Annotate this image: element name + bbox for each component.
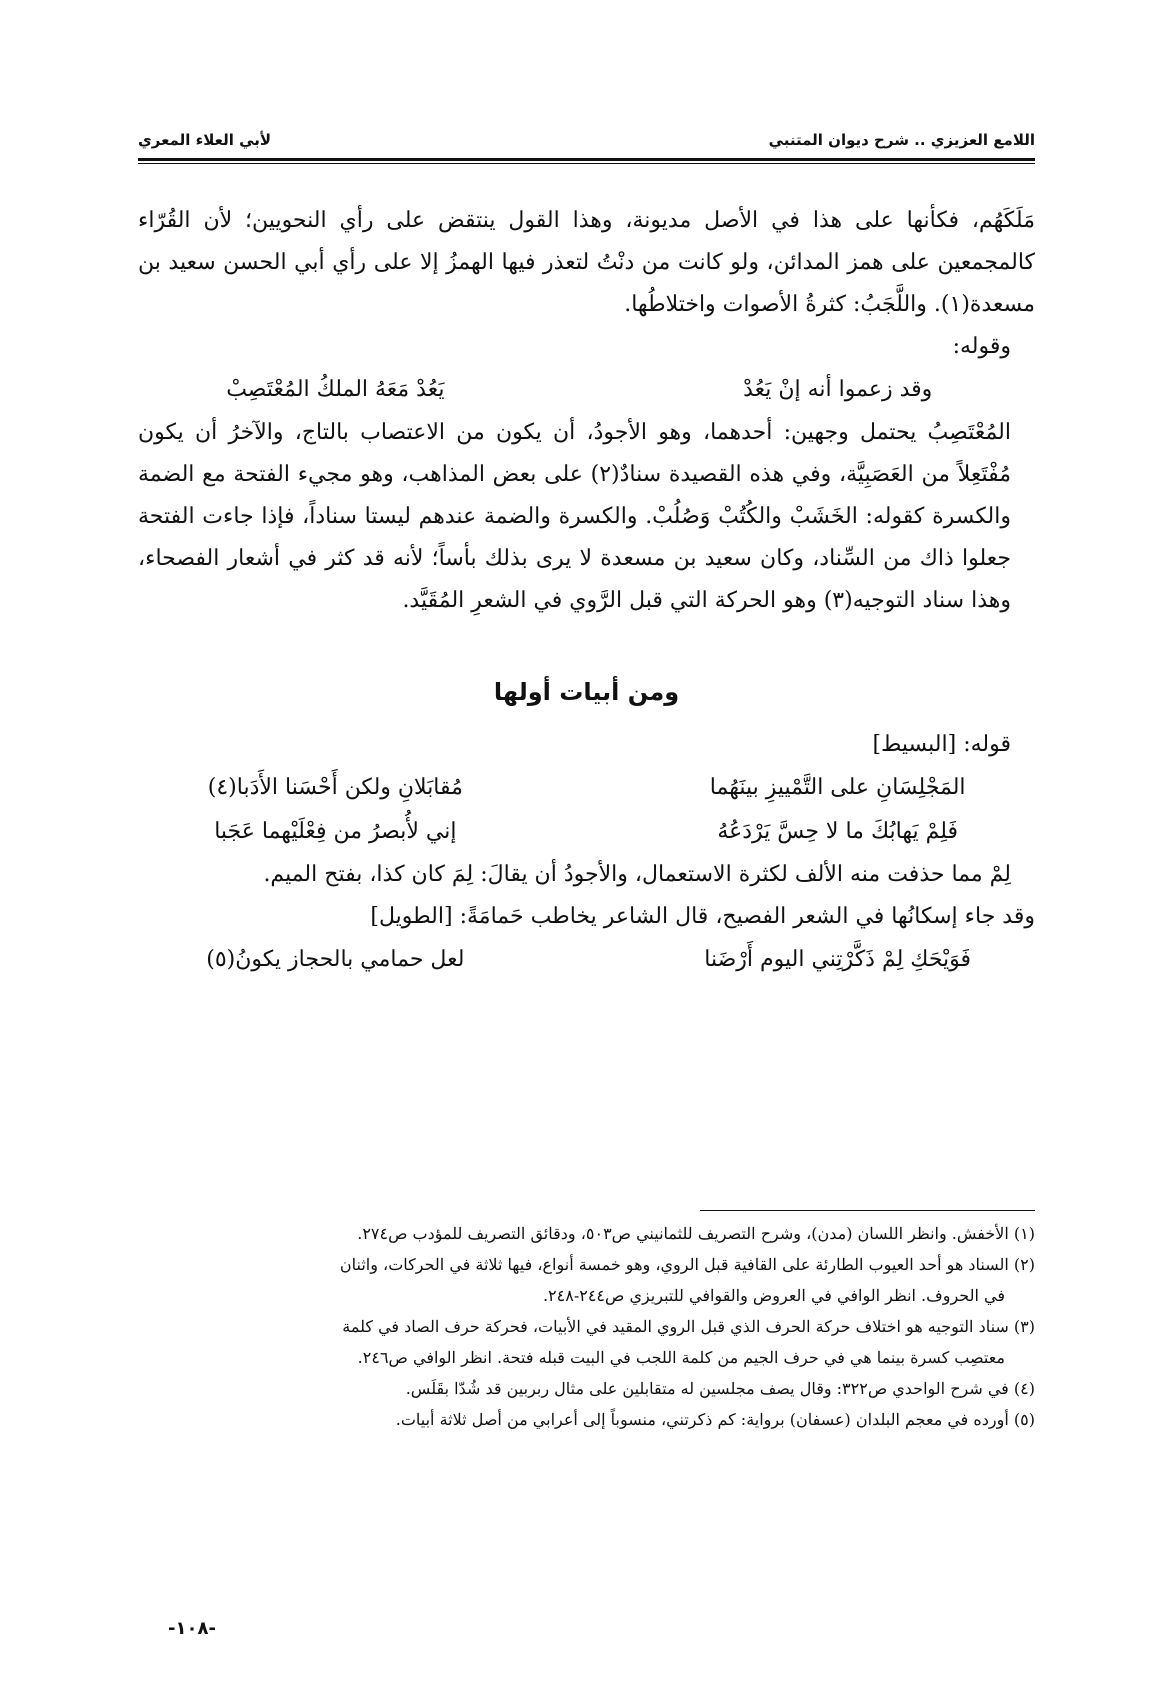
footnote-5: (٥) أورده في معجم البلدان (عسفان) برواية: كم ذكرتني، منسوباً إلى أعرابي من أصل ثلاثة أبيات.: [395, 1410, 1035, 1429]
footnote-3: (٣) سناد التوجيه هو اختلاف حركة الحرف الذي قبل الروي المقيد في الأبيات، فحركة حرف الصاد في كلمة: [342, 1317, 1035, 1336]
footnote-2-continued: في الحروف. انظر الوافي في العروض والقوافي للتبريزي ص٢٤٤-٢٤٨.: [542, 1286, 1005, 1305]
page-number: -١٠٨-: [168, 1618, 216, 1639]
paragraph-2: المُعْتَصِبُ يحتمل وجهين: أحدهما، وهو الأجودُ، أن يكون من الاعتصاب بالتاج، والآخرُ أن يكون مُفْتَعِلاً من العَصَبِيَّة، وفي هذه القصيدة سنادٌ(٢) على بعض المذاهب، وهو مجيء الفتحة مع الضمة والكسرة كقوله: الخَشَبْ والكُتُبْ وَصُلُبْ. والكسرة والضمة عندهم ليستا سناداً، فإذا جاءت الفتحة جعلوا ذاك من السِّناد، وكان سعيد بن مسعدة لا يرى بذلك بأساً؛ لأنه قد كثر في أشعار الفصحاء، وهذا سناد التوجيه(٣) وهو الحركة التي قبل الرَّوي في الشعرِ المُقَيَّد.: [138, 420, 1012, 613]
verse-2-second-hemistich: مُقابَلانِ ولكن أَحْسَنا الأَدَبا(٤): [207, 775, 463, 800]
verse-3-first-hemistich: فَلِمْ يَهابُكَ ما لا حِسَّ يَرْدَعُهُ: [717, 819, 959, 844]
footnote-1: (١) الأخفش. وانظر اللسان (مدن)، وشرح التصريف للثمانيني ص٥٠٣، ودقائق التصريف للمؤدب ص٢٧٤.: [357, 1224, 1035, 1243]
verse-2: [138, 766, 1035, 810]
verse-1-first-hemistich: وقد زعموا أنه إنْ يَعُدْ: [743, 377, 933, 402]
footnote-2: (٢) السناد هو أحد العيوب الطارئة على القافية قبل الروي، وهو خمسة أنواع، فيها ثلاثة في الحركات، واثنان: [339, 1255, 1035, 1274]
verse-2-first-hemistich: المَجْلِسَانِ على التَّمْييزِ بينَهُما: [709, 775, 966, 800]
verse-4-second-hemistich: لعل حمامي بالحجاز يكونُ(٥): [206, 947, 465, 972]
intro-line-2: قوله: [البسيط]: [872, 732, 1011, 757]
header-rule-thin: [138, 163, 1035, 164]
verse-4: [138, 938, 1035, 982]
footnote-rule: [700, 1210, 1035, 1211]
running-header: [138, 126, 1035, 154]
header-rule: [138, 158, 1035, 161]
header-left-title: لأبي العلاء المعري: [138, 131, 272, 149]
footnotes: [138, 1218, 1035, 1435]
verse-3-second-hemistich: إني لأُبصرُ من فِعْلَيْهما عَجَبا: [214, 819, 457, 844]
verse-3: [138, 810, 1035, 854]
header-right-title: اللامع العزيزي .. شرح ديوان المتنبي: [768, 131, 1035, 149]
section-title: ومن أبيات أولها: [493, 678, 680, 706]
paragraph-1: مَلَكَهُم، فكأنها على هذا في الأصل مديونة، وهذا القول ينتقض على رأي النحويين؛ لأن القُرّاء كالمجمعين على همز المدائن، ولو كانت من دنْتُ لتعذر فيها الهمزُ إلا على رأي أبي الحسن سعيد بن مسعدة(١). واللَّجَبُ: كثرةُ الأصوات واختلاطُها.: [138, 208, 1035, 317]
verse-4-first-hemistich: فَوَيْحَكِ لِمْ ذَكَّرْتِني اليوم أَرْضَنا: [704, 947, 972, 972]
footnote-4: (٤) في شرح الواحدي ص٣٢٢: وقال يصف مجلسين له متقابلين على مثال ربربين قد شُدّا بقَلَس.: [405, 1379, 1035, 1398]
intro-line-1: وقوله:: [952, 334, 1011, 359]
footnote-3-continued: معتصِب كسرة بينما هي في حرف الجيم من كلمة اللجب في البيت قبله فتحة. انظر الوافي ص٢٤٦.: [357, 1348, 1005, 1367]
verse-1-second-hemistich: يَعُدْ مَعَهُ الملكُ المُعْتَصِبْ: [226, 377, 445, 402]
verse-1: [138, 368, 1035, 412]
paragraph-3: لِمْ مما حذفت منه الألف لكثرة الاستعمال، والأجودُ أن يقالَ: لِمَ كان كذا، بفتح الميم.: [263, 862, 1011, 887]
paragraph-4: وقد جاء إسكانُها في الشعر الفصيح، قال الشاعر يخاطب حَمامَةً: [الطويل]: [370, 904, 1035, 929]
main-text: [138, 200, 1035, 982]
